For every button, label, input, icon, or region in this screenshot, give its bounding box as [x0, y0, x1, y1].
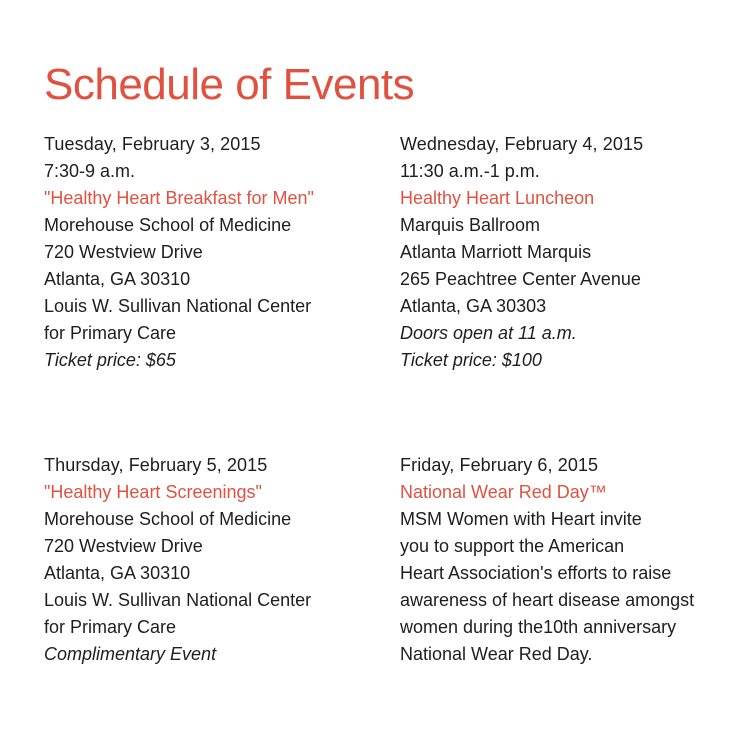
- venue-line: Atlanta, GA 30310: [44, 563, 191, 583]
- venue-line: 720 Westview Drive: [44, 536, 203, 556]
- venue-line: Louis W. Sullivan National Center: [44, 590, 312, 610]
- venue-line: Marquis Ballroom: [400, 215, 541, 235]
- venue-line: 265 Peachtree Center Avenue: [400, 269, 641, 289]
- venue-line: for Primary Care: [44, 617, 177, 637]
- event-tuesday: [44, 131, 374, 374]
- ticket-price: Ticket price: $65: [44, 350, 176, 370]
- description-line: MSM Women with Heart invite: [400, 509, 642, 529]
- event-time: 7:30-9 a.m.: [44, 161, 136, 181]
- page-title: Schedule of Events: [44, 60, 415, 109]
- description-line: National Wear Red Day.: [400, 644, 593, 664]
- venue-line: Atlanta, GA 30310: [44, 269, 191, 289]
- ticket-price: Ticket price: $100: [400, 350, 542, 370]
- event-name: "Healthy Heart Breakfast for Men": [44, 188, 314, 208]
- venue-line: for Primary Care: [44, 323, 177, 343]
- event-name: National Wear Red Day™: [400, 482, 607, 502]
- venue-line: Morehouse School of Medicine: [44, 509, 292, 529]
- event-date: Tuesday, February 3, 2015: [44, 134, 261, 154]
- event-date: Wednesday, February 4, 2015: [400, 134, 644, 154]
- event-name: Healthy Heart Luncheon: [400, 188, 595, 208]
- doors-open-note: Doors open at 11 a.m.: [400, 323, 577, 343]
- venue-line: Atlanta Marriott Marquis: [400, 242, 592, 262]
- event-thursday: [44, 452, 374, 668]
- description-line: women during the10th anniversary: [400, 617, 677, 637]
- venue-line: Morehouse School of Medicine: [44, 215, 292, 235]
- venue-line: 720 Westview Drive: [44, 242, 203, 262]
- venue-line: Louis W. Sullivan National Center: [44, 296, 312, 316]
- event-date: Thursday, February 5, 2015: [44, 455, 268, 475]
- event-name: "Healthy Heart Screenings": [44, 482, 262, 502]
- venue-line: Atlanta, GA 30303: [400, 296, 547, 316]
- description-line: awareness of heart disease amongst: [400, 590, 695, 610]
- complimentary-note: Complimentary Event: [44, 644, 217, 664]
- event-date: Friday, February 6, 2015: [400, 455, 599, 475]
- event-friday: [400, 452, 735, 668]
- description-line: Heart Association's efforts to raise: [400, 563, 672, 583]
- event-time: 11:30 a.m.-1 p.m.: [400, 161, 540, 181]
- description-line: you to support the American: [400, 536, 625, 556]
- event-wednesday: [400, 131, 730, 374]
